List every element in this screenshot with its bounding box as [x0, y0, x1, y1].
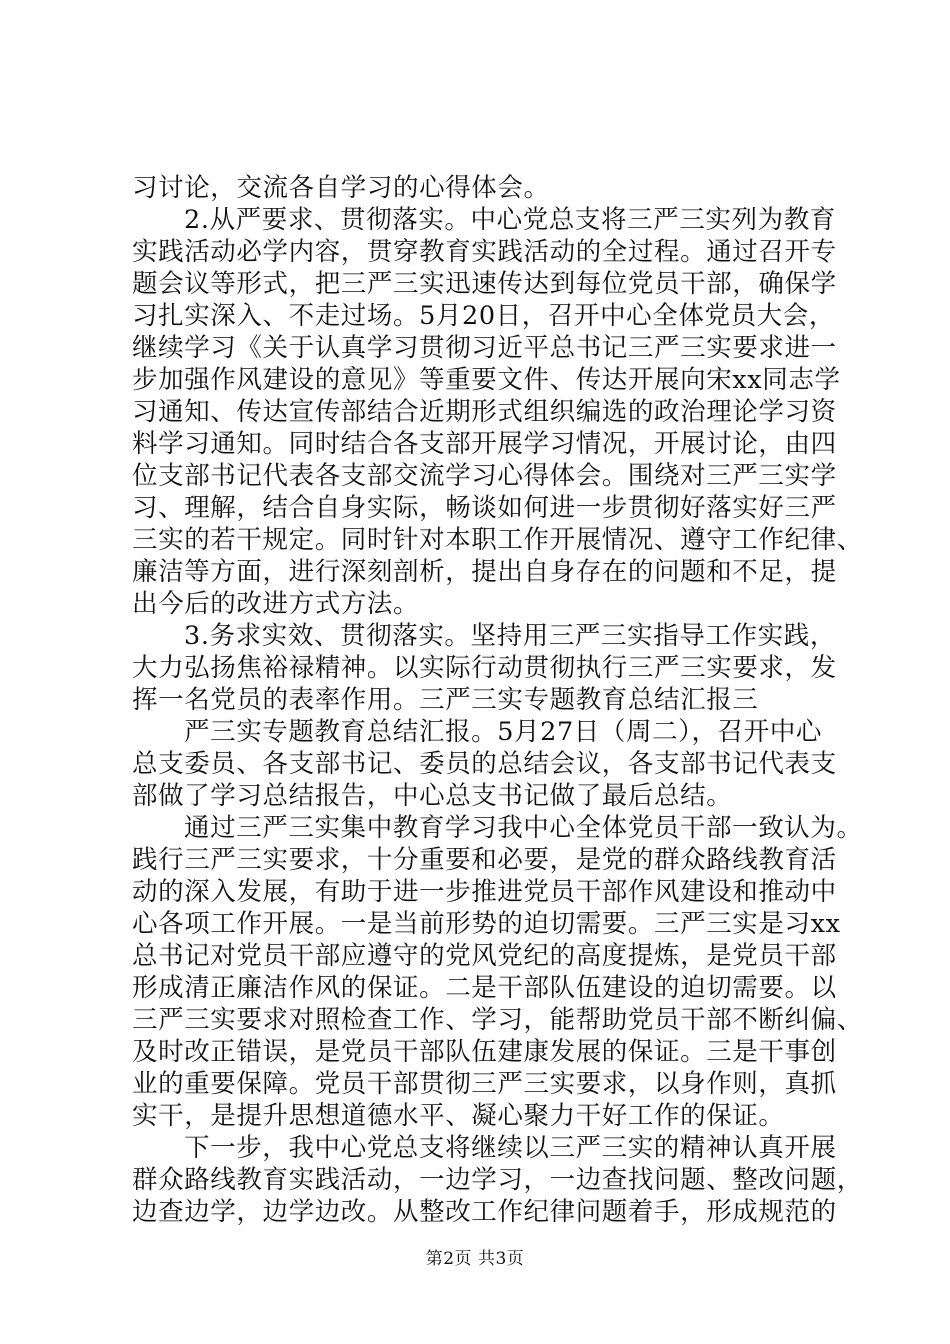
text-line: 总书记对党员干部应遵守的党风党纪的高度提炼，是党员干部	[132, 941, 837, 971]
text-line: 践行三严三实要求，十分重要和必要，是党的群众路线教育活	[132, 845, 837, 875]
text-line: 题会议等形式，把三严三实迅速传达到每位党员干部，确保学	[132, 269, 837, 299]
text-line: 严三实专题教育总结汇报。5月27日（周二），召开中心	[184, 717, 823, 747]
text-line: 出今后的改进方式方法。	[132, 589, 420, 619]
text-line: 心各项工作开展。一是当前形势的迫切需要。三严三实是习xx	[132, 909, 841, 939]
text-line: 部做了学习总结报告，中心总支书记做了最后总结。	[132, 781, 733, 811]
text-line: 边查边学，边学边改。从整改工作纪律问题着手，形成规范的	[132, 1197, 837, 1227]
text-line: 习讨论，交流各自学习的心得体会。	[132, 173, 550, 203]
document-body	[132, 172, 863, 1228]
text-line: 动的深入发展，有助于进一步推进党员干部作风建设和推动中	[132, 877, 837, 907]
text-line: 步加强作风建设的意见》等重要文件、传达开展向宋xx同志学	[132, 365, 841, 395]
text-line: 继续学习《关于认真学习贯彻习近平总书记三严三实要求进一	[132, 333, 837, 363]
text-line: 料学习通知。同时结合各支部开展学习情况，开展讨论，由四	[132, 429, 837, 459]
text-line: 廉洁等方面，进行深刻剖析，提出自身存在的问题和不足，提	[132, 557, 837, 587]
text-line: 三严三实要求对照检查工作、学习，能帮助党员干部不断纠偏、	[132, 1005, 863, 1035]
text-line: 习扎实深入、不走过场。5月20日，召开中心全体党员大会，	[132, 301, 835, 331]
text-line: 习通知、传达宣传部结合近期形式组织编选的政治理论学习资	[132, 397, 837, 427]
text-line: 及时改正错误，是党员干部队伍建康发展的保证。三是干事创	[132, 1037, 837, 1067]
page-footer: 第2页 共3页	[425, 1249, 525, 1269]
text-line: 通过三严三实集中教育学习我中心全体党员干部一致认为。	[184, 813, 863, 843]
text-line: 业的重要保障。党员干部贯彻三严三实要求，以身作则，真抓	[132, 1069, 837, 1099]
text-line: 实干，是提升思想道德水平、凝心聚力干好工作的保证。	[132, 1101, 785, 1131]
text-line: 习、理解，结合自身实际，畅谈如何进一步贯彻好落实好三严	[132, 493, 837, 523]
text-line: 群众路线教育实践活动，一边学习，一边查找问题、整改问题，	[132, 1165, 863, 1195]
text-line: 下一步，我中心党总支将继续以三严三实的精神认真开展	[184, 1133, 837, 1163]
text-line: 3.务求实效、贯彻落实。坚持用三严三实指导工作实践，	[184, 621, 836, 651]
text-line: 总支委员、各支部书记、委员的总结会议，各支部书记代表支	[132, 749, 837, 779]
text-line: 2.从严要求、贯彻落实。中心党总支将三严三实列为教育	[184, 205, 836, 235]
text-line: 大力弘扬焦裕禄精神。以实际行动贯彻执行三严三实要求，发	[132, 653, 837, 683]
text-line: 位支部书记代表各支部交流学习心得体会。围绕对三严三实学	[132, 461, 837, 491]
text-line: 三实的若干规定。同时针对本职工作开展情况、遵守工作纪律、	[132, 525, 863, 555]
text-line: 实践活动必学内容，贯穿教育实践活动的全过程。通过召开专	[132, 237, 837, 267]
text-line: 挥一名党员的表率作用。三严三实专题教育总结汇报三	[132, 685, 759, 715]
text-line: 形成清正廉洁作风的保证。二是干部队伍建设的迫切需要。以	[132, 973, 837, 1003]
